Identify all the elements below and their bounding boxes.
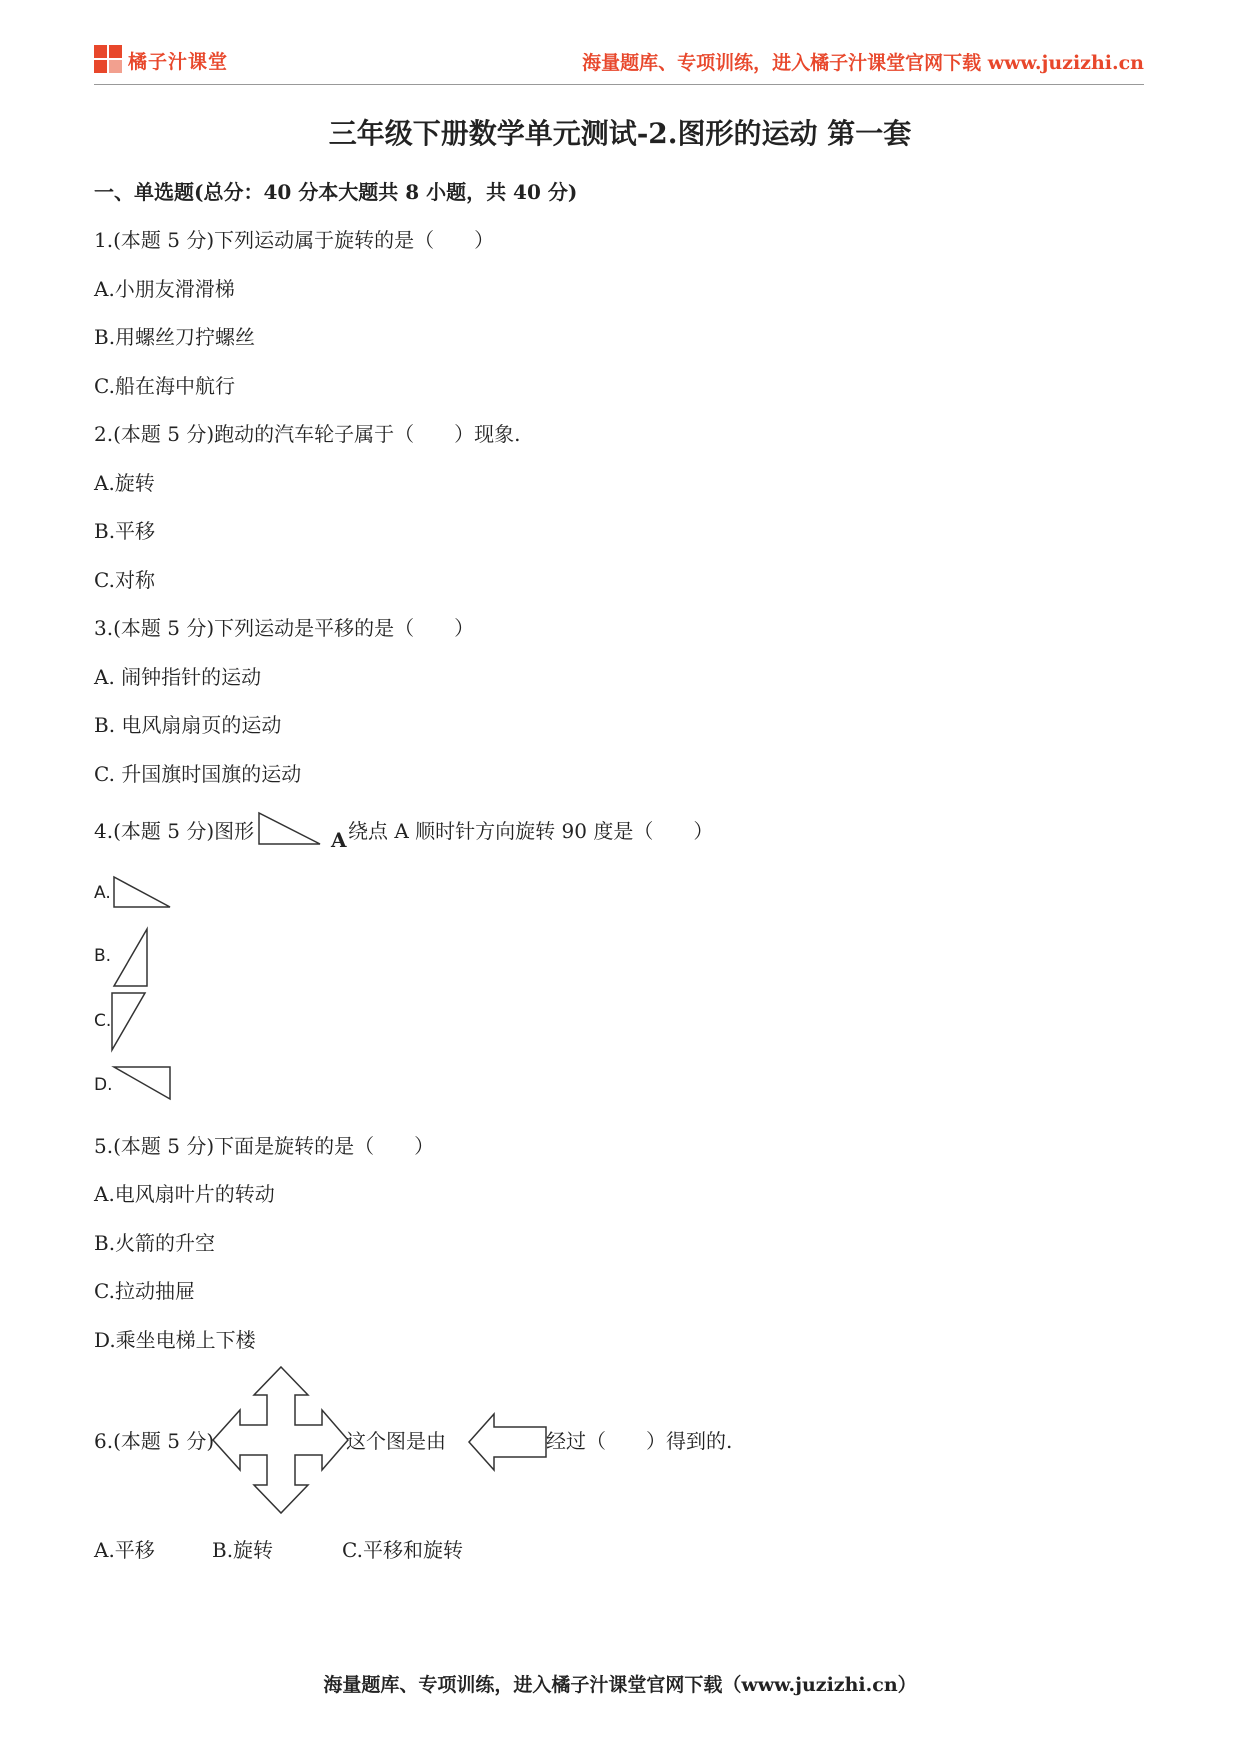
question-4-option-c-triangle xyxy=(111,992,147,1052)
question-1-stem: 1.(本题 5 分)下列运动属于旋转的是（ ） xyxy=(94,228,495,252)
question-4-option-b-triangle xyxy=(113,928,149,988)
question-5-option-a: A.电风扇叶片的转动 xyxy=(94,1182,275,1206)
question-6-stem-mid: 这个图是由 xyxy=(346,1429,446,1453)
question-3-option-b: B. 电风扇扇页的运动 xyxy=(94,713,282,737)
logo-text: 橘子汁课堂 xyxy=(128,50,229,73)
question-3-option-c: C. 升国旗时国旗的运动 xyxy=(94,762,302,786)
question-4-stem-prefix: 4.(本题 5 分)图形 xyxy=(94,819,255,843)
question-3-stem: 3.(本题 5 分)下列运动是平移的是（ ） xyxy=(94,616,475,640)
document-title: 三年级下册数学单元测试-2.图形的运动 第一套 xyxy=(328,117,912,150)
question-6-stem-suffix: 经过（ ）得到的. xyxy=(546,1429,733,1453)
question-2-option-c: C.对称 xyxy=(94,568,155,592)
logo-icon xyxy=(94,45,124,75)
site-logo xyxy=(94,43,228,77)
question-4-option-c: C. xyxy=(94,1011,112,1031)
question-2-stem: 2.(本题 5 分)跑动的汽车轮子属于（ ）现象. xyxy=(94,422,521,446)
question-6-option-a: A.平移 xyxy=(94,1538,155,1562)
question-5-option-d: D.乘坐电梯上下楼 xyxy=(94,1328,256,1352)
header-slogan: 海量题库、专项训练，进入橘子汁课堂官网下载 www.juzizhi.cn xyxy=(582,52,1144,74)
question-5-option-c: C.拉动抽屉 xyxy=(94,1279,195,1303)
section-title: 一、单选题(总分：40 分本大题共 8 小题，共 40 分) xyxy=(94,180,578,204)
question-6-option-c: C.平移和旋转 xyxy=(342,1538,463,1562)
question-2-option-b: B.平移 xyxy=(94,519,156,543)
question-4-option-a: A. xyxy=(94,883,111,903)
question-6-option-b: B.旋转 xyxy=(212,1538,274,1562)
question-2-option-a: A.旋转 xyxy=(94,471,155,495)
header-divider xyxy=(94,84,1144,85)
question-4-option-b: B. xyxy=(94,946,112,966)
question-4-triangle-figure xyxy=(258,812,328,846)
footer-slogan: 海量题库、专项训练，进入橘子汁课堂官网下载（www.juzizhi.cn） xyxy=(323,1674,917,1696)
question-4-option-d-triangle xyxy=(113,1066,173,1102)
question-6-four-arrows-figure xyxy=(212,1366,350,1514)
question-5-option-b: B.火箭的升空 xyxy=(94,1231,216,1255)
question-3-option-a: A. 闹钟指针的运动 xyxy=(94,665,262,689)
question-1-option-b: B.用螺丝刀拧螺丝 xyxy=(94,325,256,349)
question-6-left-arrow-figure xyxy=(468,1413,548,1471)
question-6-stem-prefix: 6.(本题 5 分) xyxy=(94,1429,215,1453)
question-1-option-a: A.小朋友滑滑梯 xyxy=(94,277,235,301)
question-4-option-d: D. xyxy=(94,1075,113,1095)
question-4-stem-suffix: 绕点 A 顺时针方向旋转 90 度是（ ） xyxy=(348,819,714,843)
question-5-stem: 5.(本题 5 分)下面是旋转的是（ ） xyxy=(94,1134,435,1158)
question-4-point-label: A xyxy=(331,828,347,852)
question-4-option-a-triangle xyxy=(113,876,173,910)
question-1-option-c: C.船在海中航行 xyxy=(94,374,235,398)
